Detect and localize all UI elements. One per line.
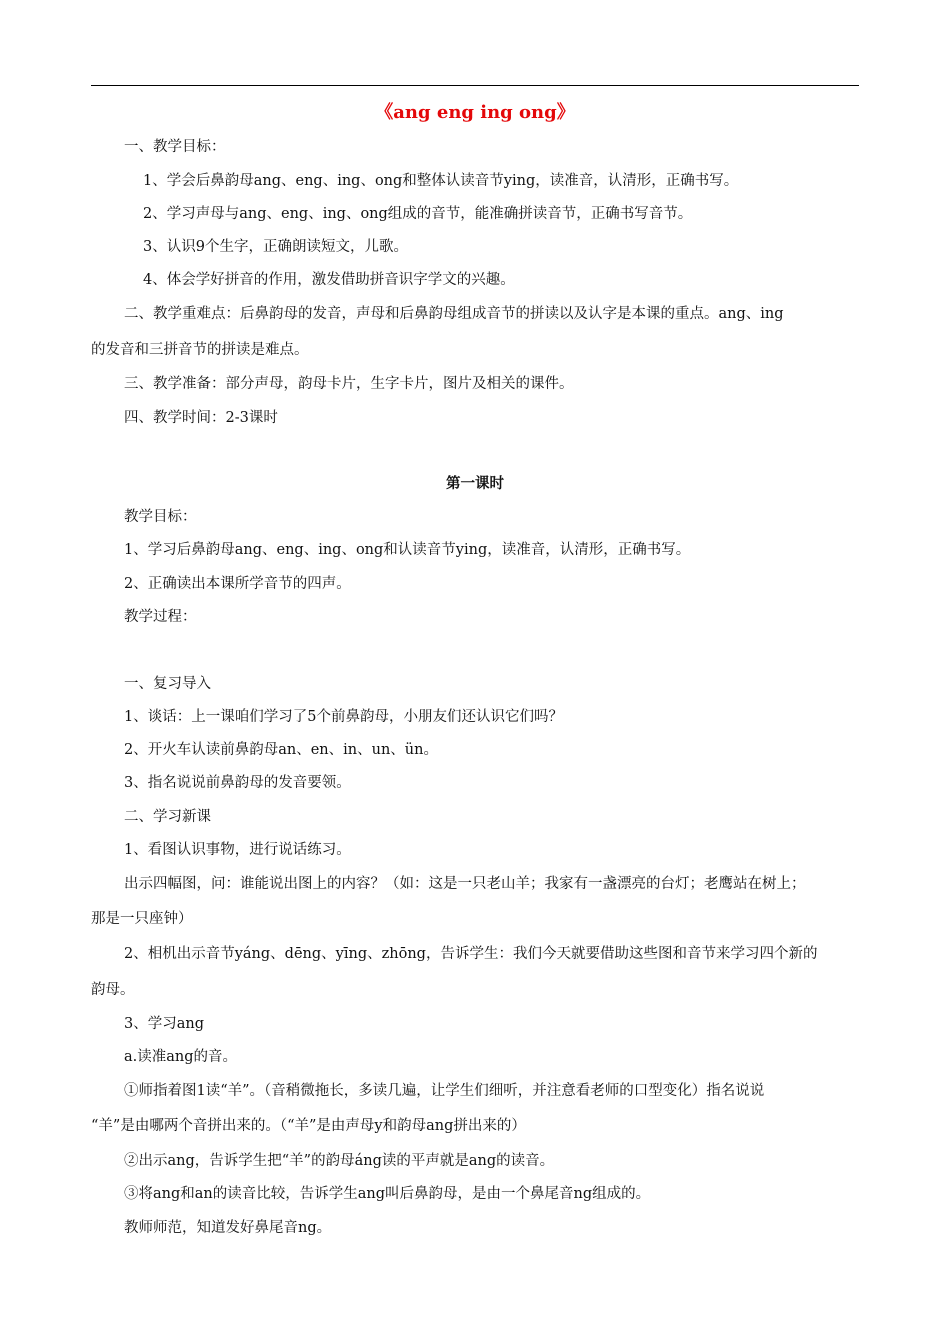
preparation: 三、教学准备：部分声母，韵母卡片，生字卡片，图片及相关的课件。 [124,376,574,392]
step-1-detail-line-2: 那是一只座钟） [91,911,193,927]
step-3a: a.读准ang的音。 [124,1049,238,1065]
step-3a-1-line-2: “羊”是由哪两个音拼出来的。（“羊”是由声母y和韵母ang拼出来的） [91,1118,526,1134]
objective-4: 4、体会学好拼音的作用，激发借助拼音识字学文的兴趣。 [143,272,515,288]
review-heading: 一、复习导入 [124,676,211,692]
lesson-objective-1: 1、学习后鼻韵母ang、eng、ing、ong和认读音节ying，读准音，认清形，正确书写。 [124,542,691,558]
step-3: 3、学习ang [124,1016,204,1032]
new-lesson-heading: 二、学习新课 [124,809,211,825]
objective-3: 3、认识9个生字，正确朗读短文，儿歌。 [143,239,408,255]
process-heading: 教学过程： [124,609,197,625]
step-3a-2: ②出示ang，告诉学生把“羊”的韵母áng读的平声就是ang的读音。 [124,1153,555,1169]
time: 四、教学时间：2-3课时 [124,410,278,426]
teacher-demo: 教师师范，知道发好鼻尾音ng。 [124,1220,332,1236]
step-1-detail-line-1: 出示四幅图，问：谁能说出图上的内容？（如：这是一只老山羊；我家有一盏漂亮的台灯；老鹰站在树上； [124,876,806,892]
key-points-line-2: 的发音和三拼音节的拼读是难点。 [91,342,309,358]
objective-1: 1、学会后鼻韵母ang、eng、ing、ong和整体认读音节ying，读准音，认清形，正确书写。 [143,173,739,189]
review-2: 2、开火车认读前鼻韵母an、en、in、un、ün。 [124,742,438,758]
lesson-objective-2: 2、正确读出本课所学音节的四声。 [124,576,351,592]
review-1: 1、谈话：上一课咱们学习了5个前鼻韵母，小朋友们还认识它们吗？ [124,709,563,725]
top-rule [91,85,859,86]
heading-objectives: 一、教学目标： [124,139,226,155]
key-points-line-1: 二、教学重难点：后鼻韵母的发音，声母和后鼻韵母组成音节的拼读以及认字是本课的重点。ang、ing [124,306,784,322]
review-3: 3、指名说说前鼻韵母的发音要领。 [124,775,351,791]
step-2-line-1: 2、相机出示音节yáng、dēng、yīng、zhōng，告诉学生：我们今天就要借助这些图和音节来学习四个新的 [124,946,818,962]
page-title: 《ang eng ing ong》 [375,102,575,123]
step-3a-3: ③将ang和an的读音比较，告诉学生ang叫后鼻韵母，是由一个鼻尾音ng组成的。 [124,1186,651,1202]
step-1: 1、看图认识事物，进行说话练习。 [124,842,351,858]
objective-2: 2、学习声母与ang、eng、ing、ong组成的音节，能准确拼读音节，正确书写音节。 [143,206,693,222]
step-3a-1-line-1: ①师指着图1读“羊”。（音稍微拖长，多读几遍，让学生们细听，并注意看老师的口型变化）指名说说 [124,1083,765,1099]
step-2-line-2: 韵母。 [91,982,135,998]
section-title: 第一课时 [446,475,504,492]
lesson-objectives-heading: 教学目标： [124,509,197,525]
